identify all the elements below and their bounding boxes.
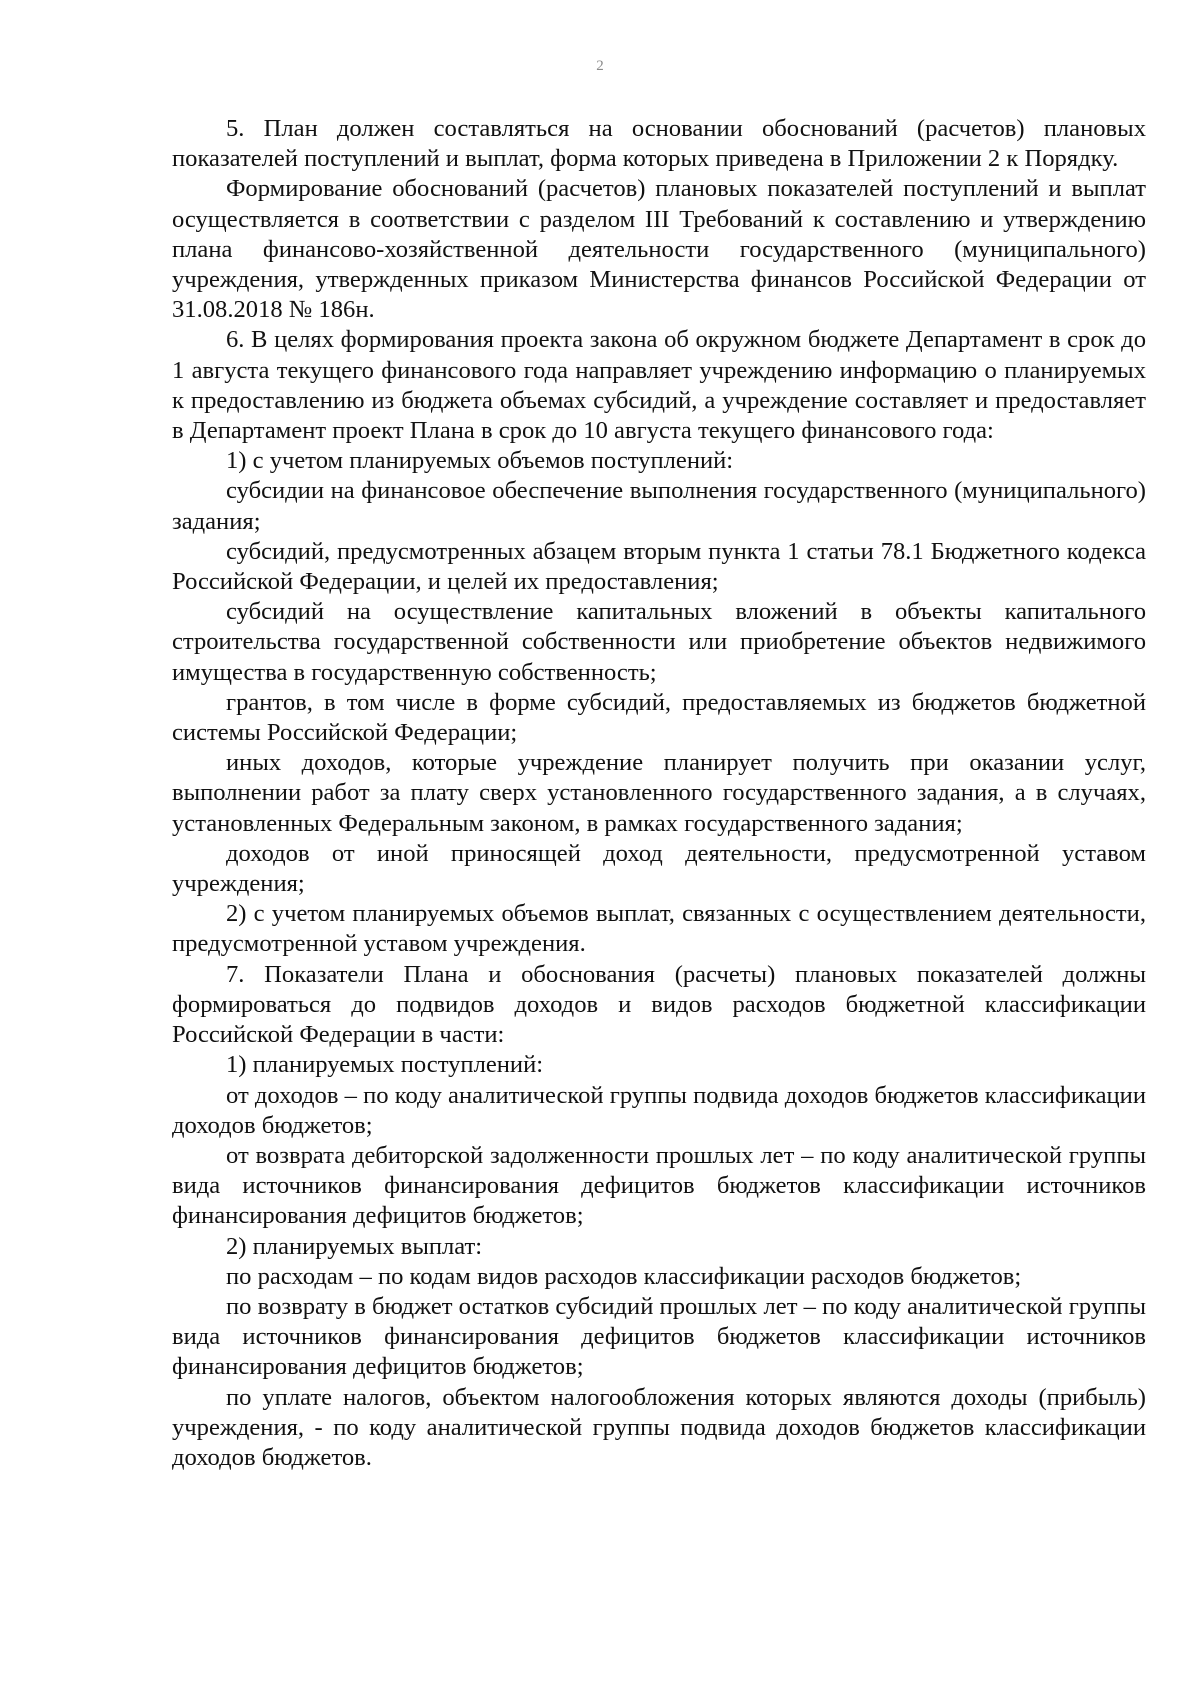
list-item-income-activity: доходов от иной приносящей доход деятельности, предусмотренной уставом учреждения; bbox=[172, 839, 1146, 898]
list-item-subsidy-capital: субсидий на осуществление капитальных вложений в объекты капитального строительства государственной собственности или приобретение объектов недвижимого имущества в государственную собственность; bbox=[172, 598, 1146, 686]
paragraph-5-justification: Формирование обоснований (расчетов) плановых показателей поступлений и выплат осуществляется в соответствии с разделом III Требований к составлению и утверждению плана финансово-хозяйственной деятельности государственного (муниципального) учреждения, утвержденных приказом Министерства финансов Российской Федерации от 31.08.2018 № 186н. bbox=[172, 175, 1146, 324]
paragraph-5: 5. План должен составляться на основании обоснований (расчетов) плановых показателей поступлений и выплат, форма которых приведена в Приложении 2 к Порядку. bbox=[172, 115, 1146, 173]
list-item-from-receivables: от возврата дебиторской задолженности прошлых лет – по коду аналитической группы вида источников финансирования дефицитов бюджетов классификации источников финансирования дефицитов бюджетов; bbox=[172, 1141, 1146, 1230]
list-item-planned-receipts: 1) планируемых поступлений: bbox=[226, 1051, 544, 1079]
list-item-subsidy-return: по возврату в бюджет остатков субсидий прошлых лет – по коду аналитической группы вида источников финансирования дефицитов бюджетов классификации источников финансирования дефицитов бюджетов; bbox=[172, 1292, 1146, 1381]
paragraph-7: 7. Показатели Плана и обоснования (расчеты) плановых показателей должны формироваться до подвидов доходов и видов расходов бюджетной классификации Российской Федерации в части: bbox=[172, 960, 1146, 1049]
list-item-receipts: 1) с учетом планируемых объемов поступлений: bbox=[226, 447, 734, 475]
list-item-expenses: по расходам – по кодам видов расходов классификации расходов бюджетов; bbox=[226, 1262, 1022, 1290]
document-body bbox=[172, 114, 1146, 1473]
list-item-planned-payments: 2) планируемых выплат: bbox=[226, 1232, 483, 1260]
list-item-subsidy-78-1: субсидий, предусмотренных абзацем вторым пункта 1 статьи 78.1 Бюджетного кодекса Российской Федерации, и целей их предоставления; bbox=[172, 537, 1146, 596]
list-item-from-income: от доходов – по коду аналитической группы подвида доходов бюджетов классификации доходов бюджетов; bbox=[172, 1081, 1146, 1139]
page-number: 2 bbox=[596, 58, 604, 74]
list-item-other-income: иных доходов, которые учреждение планирует получить при оказании услуг, выполнении работ за плату сверх установленного государственного задания, а в случаях, установленных Федеральным законом, в рамках государственного задания; bbox=[172, 749, 1146, 837]
list-item-grants: грантов, в том числе в форме субсидий, предоставляемых из бюджетов бюджетной системы Российской Федерации; bbox=[172, 688, 1146, 747]
paragraph-6: 6. В целях формирования проекта закона об окружном бюджете Департамент в срок до 1 августа текущего финансового года направляет учреждению информацию о планируемых к предоставлению из бюджета объемах субсидий, а учреждение составляет и предоставляет в Департамент проект Плана в срок до 10 августа текущего финансового года: bbox=[172, 326, 1146, 445]
list-item-payments: 2) с учетом планируемых объемов выплат, связанных с осуществлением деятельности, предусмотренной уставом учреждения. bbox=[172, 900, 1146, 958]
list-item-subsidy-state-task: субсидии на финансовое обеспечение выполнения государственного (муниципального) задания; bbox=[172, 477, 1146, 535]
list-item-taxes: по уплате налогов, объектом налогообложения которых являются доходы (прибыль) учреждения, - по коду аналитической группы подвида доходов бюджетов классификации доходов бюджетов. bbox=[172, 1383, 1146, 1471]
